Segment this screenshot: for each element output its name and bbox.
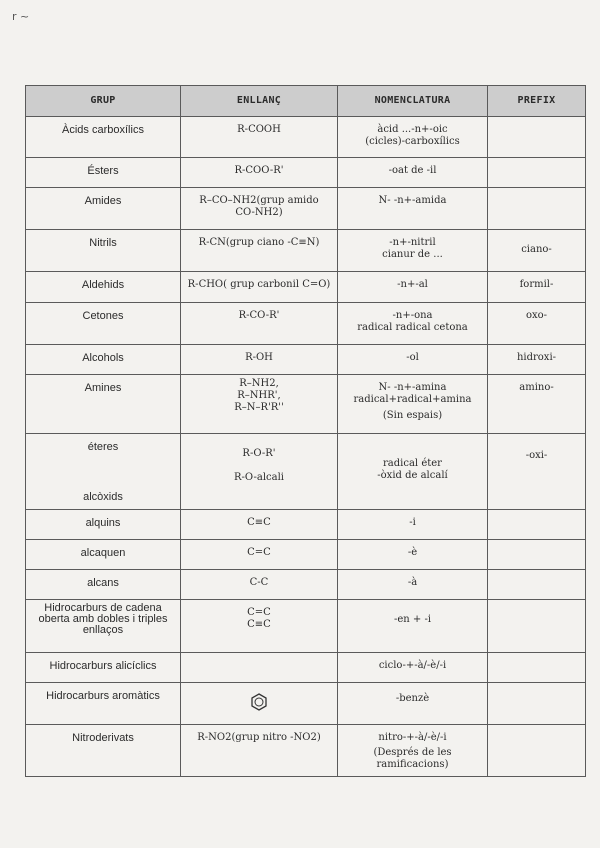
group-name-secondary: alcòxids — [83, 491, 123, 503]
bond-cell: R-CO-R' — [181, 303, 338, 345]
nomenclature-cell: -n+-ona radical radical cetona — [338, 303, 488, 345]
nomenclature-cell: -ol — [338, 345, 488, 375]
nomenclature-cell: -oat de -il — [338, 158, 488, 188]
prefix-cell — [488, 570, 586, 600]
table-row — [26, 653, 586, 683]
table-row — [26, 303, 586, 345]
prefix-cell — [488, 158, 586, 188]
prefix-cell: amino- — [488, 375, 586, 434]
nomenclature-cell: N- -n+-amina radical+radical+amina (Sin espais) — [338, 375, 488, 434]
table-row — [26, 117, 586, 158]
prefix-cell — [488, 117, 586, 158]
group-name-cell: alcaquen — [26, 540, 181, 570]
prefix-cell — [488, 725, 586, 777]
prefix-cell: ciano- — [488, 230, 586, 272]
bond-cell: C=C C≡C — [181, 600, 338, 653]
bond-cell: R-O-R' R-O-alcali — [181, 434, 338, 510]
nomenclature-cell: -è — [338, 540, 488, 570]
table-row — [26, 188, 586, 230]
bond-cell: R-CHO( grup carbonil C=O) — [181, 272, 338, 303]
group-name-cell: Aldehids — [26, 272, 181, 303]
bond-cell: R-COOH — [181, 117, 338, 158]
prefix-cell: -oxi- — [488, 434, 586, 510]
prefix-cell: hidroxi- — [488, 345, 586, 375]
page-corner-mark: r ~ — [12, 10, 30, 23]
header-grup: GRUP — [26, 86, 181, 117]
header-enllac: ENLLANÇ — [181, 86, 338, 117]
prefix-cell — [488, 600, 586, 653]
nomenclature-cell: àcid ...-n+-oic (cicles)-carboxílics — [338, 117, 488, 158]
group-name-cell: Alcohols — [26, 345, 181, 375]
table-row — [26, 375, 586, 434]
group-name-cell: Ésters — [26, 158, 181, 188]
bond-cell — [181, 683, 338, 725]
table-row — [26, 230, 586, 272]
bond-cell: C=C — [181, 540, 338, 570]
nomenclature-cell: nitro-+-à/-è/-i (Després de les ramificacions) — [338, 725, 488, 777]
group-name-cell: Nitrils — [26, 230, 181, 272]
header-prefix: PREFIX — [488, 86, 586, 117]
table-row — [26, 434, 586, 510]
table-row — [26, 600, 586, 653]
bond-cell — [181, 653, 338, 683]
group-name-cell: Amides — [26, 188, 181, 230]
functional-groups-table — [25, 85, 586, 777]
group-name-cell: Àcids carboxílics — [26, 117, 181, 158]
prefix-cell — [488, 510, 586, 540]
table-row — [26, 683, 586, 725]
group-name-cell: Cetones — [26, 303, 181, 345]
group-name-cell: Hidrocarburs aromàtics — [26, 683, 181, 725]
group-name-cell: Nitroderivats — [26, 725, 181, 777]
table-row — [26, 540, 586, 570]
nomenclature-cell: ciclo-+-à/-è/-i — [338, 653, 488, 683]
group-name-cell: Hidrocarburs de cadena oberta amb dobles i triples enllaços — [26, 600, 181, 653]
header-row — [26, 86, 586, 117]
nomenclature-cell: -benzè — [338, 683, 488, 725]
nomenclature-cell: N- -n+-amida — [338, 188, 488, 230]
prefix-cell — [488, 540, 586, 570]
prefix-cell: formil- — [488, 272, 586, 303]
bond-cell: C≡C — [181, 510, 338, 540]
prefix-cell: oxo- — [488, 303, 586, 345]
bond-cell: R–CO–NH2(grup amido CO-NH2) — [181, 188, 338, 230]
nomenclature-cell: -n+-al — [338, 272, 488, 303]
header-nomenclatura: NOMENCLATURA — [338, 86, 488, 117]
bond-cell: R-NO2(grup nitro -NO2) — [181, 725, 338, 777]
nomenclature-cell: -n+-nitril cianur de ... — [338, 230, 488, 272]
group-name-cell: éteres alcòxids — [26, 434, 181, 510]
nomenclature-cell: -i — [338, 510, 488, 540]
table-row — [26, 725, 586, 777]
benzene-ring-icon — [251, 693, 267, 715]
group-name-cell: Hidrocarburs alicíclics — [26, 653, 181, 683]
table-row — [26, 272, 586, 303]
prefix-cell — [488, 188, 586, 230]
bond-cell: R-CN(grup ciano -C≡N) — [181, 230, 338, 272]
table-row — [26, 158, 586, 188]
bond-cell: R-COO-R' — [181, 158, 338, 188]
prefix-cell — [488, 653, 586, 683]
table-row — [26, 570, 586, 600]
group-name-cell: Amines — [26, 375, 181, 434]
table-row — [26, 345, 586, 375]
prefix-cell — [488, 683, 586, 725]
nomenclature-cell: -en + -i — [338, 600, 488, 653]
bond-cell: C-C — [181, 570, 338, 600]
group-name-cell: alquins — [26, 510, 181, 540]
bond-cell: R–NH2, R–NHR', R–N–R'R'' — [181, 375, 338, 434]
table-row — [26, 510, 586, 540]
nomenclature-cell: -à — [338, 570, 488, 600]
nomenclature-cell: radical éter -òxid de alcalí — [338, 434, 488, 510]
bond-cell: R-OH — [181, 345, 338, 375]
group-name-cell: alcans — [26, 570, 181, 600]
